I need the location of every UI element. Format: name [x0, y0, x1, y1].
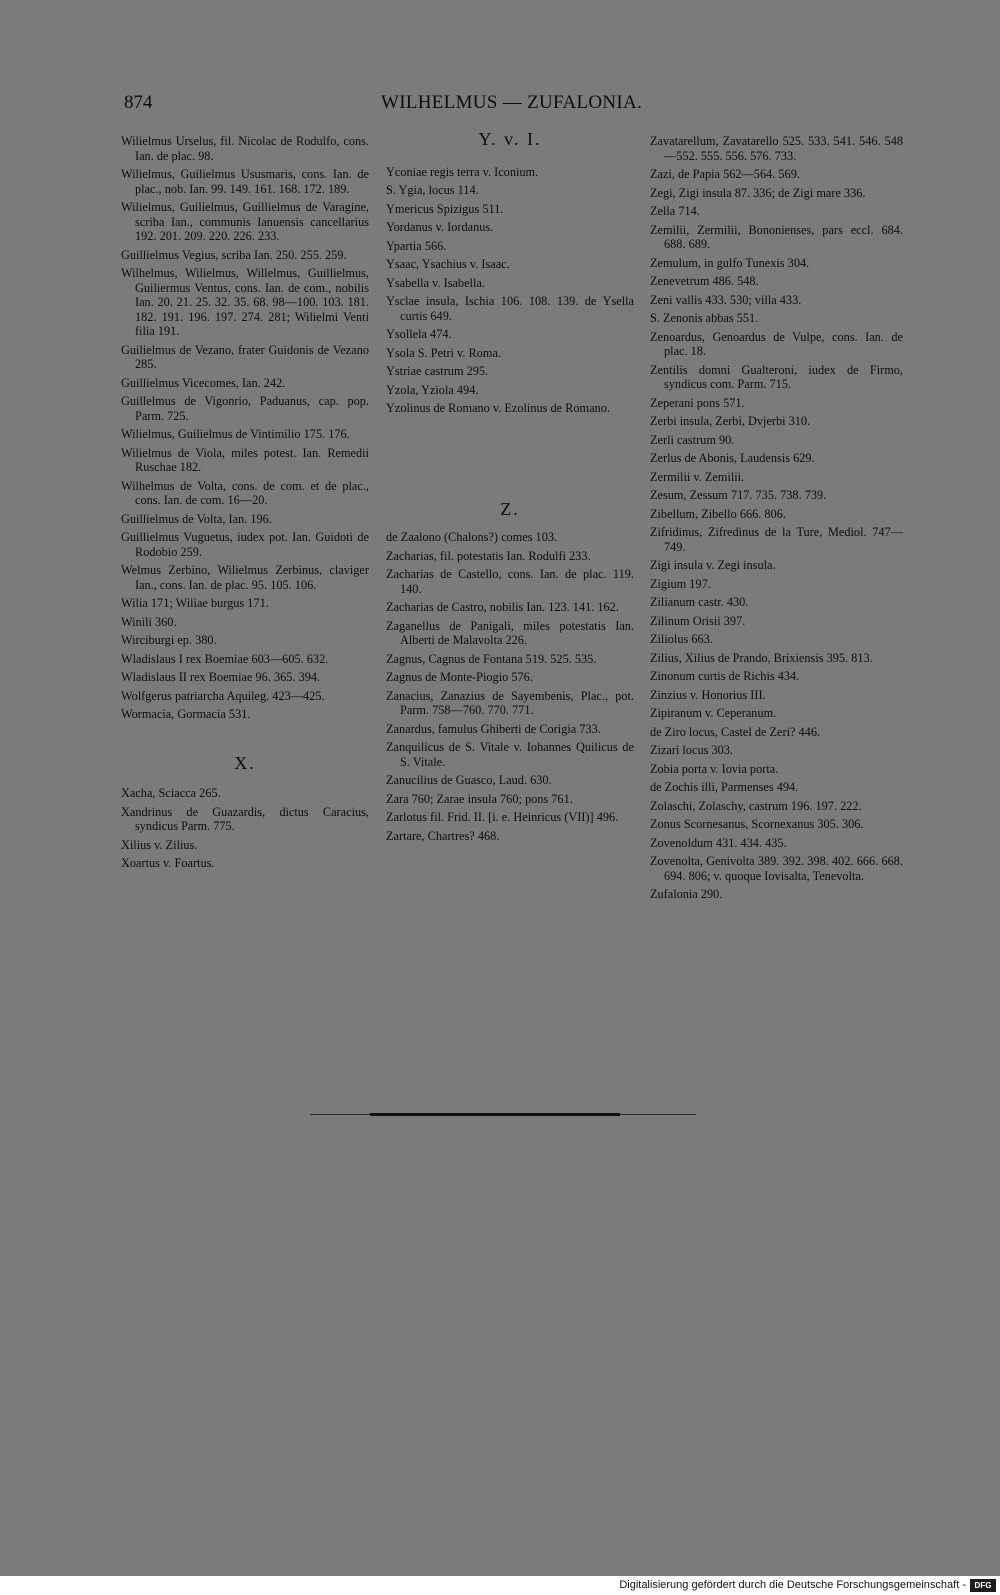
index-entry: Zerlus de Abonis, Laudensis 629. [650, 451, 815, 465]
index-entry: Zeni vallis 433. 530; villa 433. [650, 292, 802, 307]
index-entry: Xoartus v. Foartus. [121, 856, 215, 870]
index-entry: Wilielmus Urselus, fil. Nicolac de Rodulfo, cons. Ian. de plac. 98. [121, 134, 369, 163]
index-column-1 [121, 134, 369, 875]
index-entry: Ymericus Spizigus 511. [386, 201, 504, 216]
index-entry: Wladislaus I rex Boemiae 603—605. 632. [121, 651, 329, 666]
index-entry: Zegi, Zigi insula 87. 336; de Zigi mare 336. [650, 185, 866, 200]
index-entry: Guillielmus de Volta, Ian. 196. [121, 511, 272, 526]
index-entry: Xacha, Sciacca 265. [121, 786, 221, 800]
index-entry: Ypartia 566. [386, 238, 447, 253]
index-entry: Zanardus, famulus Ghiberti de Corigia 733. [386, 721, 601, 736]
index-entry: Ziliolus 663. [650, 632, 713, 646]
index-entry: Zigi insula v. Zegi insula. [650, 558, 776, 572]
index-entry: Zara 760; Zarae insula 760; pons 761. [386, 791, 573, 806]
index-entry: Wilielmus de Viola, miles potest. Ian. Remedii Ruschae 182. [121, 445, 369, 474]
index-entry: Winili 360. [121, 614, 177, 629]
index-entry: Zacharias de Castro, nobilis Ian. 123. 141. 162. [386, 600, 619, 614]
y-entries [386, 165, 634, 416]
index-entry: Ystriae castrum 295. [386, 364, 489, 378]
section-heading-z: Z. [500, 498, 520, 519]
x-entries [121, 786, 369, 871]
index-entry: Wormacia, Gormacia 531. [121, 707, 251, 721]
index-entry: Zizari locus 303. [650, 743, 733, 757]
index-entry: Wilia 171; Wiliae burgus 171. [121, 596, 269, 610]
index-entry: Zacharias, fil. potestatis Ian. Rodulfi 233. [386, 548, 591, 563]
z-entries-continued [650, 134, 903, 902]
index-entry: Zacharias de Castello, cons. Ian. de plac. 119. 140. [386, 567, 634, 596]
index-entry: Zonus Scornesanus, Scornexanus 305. 306. [650, 817, 864, 831]
dfg-logo-icon: DFG [970, 1579, 996, 1592]
index-entry: Wolfgerus patriarcha Aquileg. 423—425. [121, 688, 325, 703]
index-entry: Zinzius v. Honorius III. [650, 687, 766, 702]
index-entry: Ysola S. Petri v. Roma. [386, 345, 501, 360]
index-entry: Zenoardus, Genoardus de Vulpe, cons. Ian. de plac. 18. [650, 329, 903, 358]
footer-credit: Digitalisierung gefördert durch die Deutsche Forschungsgemeinschaft - [619, 1579, 966, 1591]
index-entry: Zemilii, Zermilii, Bononienses, pars eccl. 684. 688. 689. [650, 222, 903, 251]
index-entry: Welmus Zerbino, Wilielmus Zerbinus, claviger Ian., cons. Ian. de plac. 95. 105. 106. [121, 563, 369, 592]
thick-rule [370, 1113, 620, 1116]
index-entry: Guillelmus de Vigonrio, Paduanus, cap. pop. Parm. 725. [121, 394, 369, 423]
index-entry: Zilinum Orisii 397. [650, 613, 746, 628]
page-header [120, 92, 910, 118]
index-entry: Zagnus de Monte-Piogio 576. [386, 670, 533, 684]
index-entry: Yconiae regis terra v. Iconium. [386, 164, 539, 179]
index-entry: Zolaschi, Zolaschy, castrum 196. 197. 222. [650, 798, 862, 813]
index-entry: Zerbi insula, Zerbi, Dvjerbi 310. [650, 414, 811, 428]
index-entry: Wilielmus, Guilielmus, Guillielmus de Varagine, scriba Ian., communis Ianuensis cancellarius 192. 201. 209. 220. 226. 233. [121, 200, 369, 243]
index-entry: Zinonum curtis de Richis 434. [650, 669, 800, 683]
index-entry: Zeperani pons 571. [650, 395, 745, 410]
index-entry: Zesum, Zessum 717. 735. 738. 739. [650, 488, 827, 502]
index-entry: Xilius v. Zilius. [121, 837, 198, 852]
index-entry: Ysabella v. Isabella. [386, 275, 485, 290]
index-entry: Zufalonia 290. [650, 887, 723, 901]
section-heading-x: X. [234, 752, 256, 773]
index-entry: Zovenolta, Genivolta 389. 392. 398. 402. 666. 668. 694. 806; v. quoque Iovisalta, Tenevolta. [650, 854, 903, 883]
index-entry: Yzolinus de Romano v. Ezolinus de Romano. [386, 401, 610, 415]
index-entry: Wirciburgi ep. 380. [121, 633, 217, 647]
index-entry: de Zochis illi, Parmenses 494. [650, 780, 799, 794]
index-entry: Zanquilicus de S. Vitale v. Iohannes Quilicus de S. Vitale. [386, 740, 634, 769]
index-entry: de Zaalono (Chalons?) comes 103. [386, 530, 558, 544]
running-head: WILHELMUS — ZUFALONIA. [381, 92, 643, 113]
index-entry: Zagnus, Cagnus de Fontana 519. 525. 535. [386, 651, 597, 666]
index-column-3 [650, 134, 903, 906]
index-entry: Zanacius, Zanazius de Sayembenis, Plac., pot. Parm. 758—760. 770. 771. [386, 688, 634, 717]
index-entry: Zartare, Chartres? 468. [386, 828, 500, 843]
index-entry: Zilianum castr. 430. [650, 595, 749, 609]
index-entry: Wilielmus, Guilielmus Ususmaris, cons. Ian. de plac., nob. Ian. 99. 149. 161. 168. 172. 189. [121, 167, 369, 196]
index-entry: Zifridinus, Zifredinus de la Ture, Mediol. 747—749. [650, 525, 903, 554]
section-heading-y: Y. v. I. [478, 129, 542, 149]
index-entry: Xandrinus de Guazardis, dictus Caracius, syndicus Parm. 775. [121, 804, 369, 833]
index-entry: Wilielmus, Guilielmus de Vintimilio 175. 176. [121, 427, 350, 441]
index-column-2 [386, 129, 634, 847]
index-entry: Guillielmus Vuguetus, iudex pot. Ian. Guidoti de Rodobio 259. [121, 530, 369, 559]
index-entry: Zovenoldum 431. 434. 435. [650, 835, 787, 850]
end-rule [310, 1112, 696, 1118]
index-entry: Guillielmus Vicecomes, Ian. 242. [121, 375, 286, 390]
index-entry: Zerli castrum 90. [650, 432, 735, 447]
index-entry: S. Ygia, locus 114. [386, 183, 479, 197]
digitization-footer [0, 1576, 1000, 1595]
index-entry: Ysclae insula, Ischia 106. 108. 139. de Ysella curtis 649. [386, 294, 634, 323]
index-entry: Zobia porta v. Iovia porta. [650, 761, 779, 776]
index-entry: Zipiranum v. Ceperanum. [650, 706, 777, 720]
index-entry: Guilielmus de Vezano, frater Guidonis de Vezano 285. [121, 342, 369, 371]
index-entry: Wladislaus II rex Boemiae 96. 365. 394. [121, 670, 321, 684]
index-entry: Ysollela 474. [386, 327, 452, 341]
index-entry: de Ziro locus, Castel de Zeri? 446. [650, 724, 821, 739]
index-entry: S. Zenonis abbas 551. [650, 311, 759, 325]
page-number: 874 [124, 92, 153, 113]
index-entry: Zibellum, Zibello 666. 806. [650, 506, 786, 521]
index-entry: Zigium 197. [650, 576, 711, 591]
w-entries [121, 134, 369, 722]
index-entry: Wilhelmus, Wilielmus, Willelmus, Guillielmus, Guiliermus Ventus, cons. Ian. de com., nobilis Ian. 20. 21. 25. 32. 35. 68. 98—100. 103. 181. 182. 191. 196. 197. 274. 281; Wilielmi Venti filia 191. [121, 266, 369, 338]
index-entry: Zella 714. [650, 204, 700, 218]
index-entry: Zaganellus de Panigali, miles potestatis Ian. Alberti de Malavolta 226. [386, 618, 634, 647]
index-entry: Guillielmus Vegius, scriba Ian. 250. 255. 259. [121, 247, 347, 262]
index-entry: Zilius, Xilius de Prando, Brixiensis 395. 813. [650, 650, 873, 665]
index-entry: Zermilii v. Zemilii. [650, 469, 745, 484]
index-entry: Zentilis domni Gualteroni, iudex de Firmo, syndicus com. Parm. 715. [650, 362, 903, 391]
index-entry: Zenevetrum 486. 548. [650, 274, 759, 288]
index-entry: Zanucilius de Guasco, Laud. 630. [386, 773, 552, 787]
index-entry: Yordanus v. Iordanus. [386, 220, 494, 234]
index-entry: Yzola, Yziola 494. [386, 382, 479, 397]
index-entry: Zarlotus fil. Frid. II. [i. e. Heinricus (VII)] 496. [386, 810, 619, 824]
index-entry: Zemulum, in gulfo Tunexis 304. [650, 255, 810, 270]
index-entry: Ysaac, Ysachius v. Isaac. [386, 257, 510, 271]
index-entry: Wilhelmus de Volta, cons. de com. et de plac., cons. Ian. de com. 16—20. [121, 478, 369, 507]
index-entry: Zavatarellum, Zavatarello 525. 533. 541. 546. 548—552. 555. 556. 576. 733. [650, 134, 903, 163]
z-entries [386, 530, 634, 843]
index-entry: Zazi, de Papia 562—564. 569. [650, 167, 800, 181]
